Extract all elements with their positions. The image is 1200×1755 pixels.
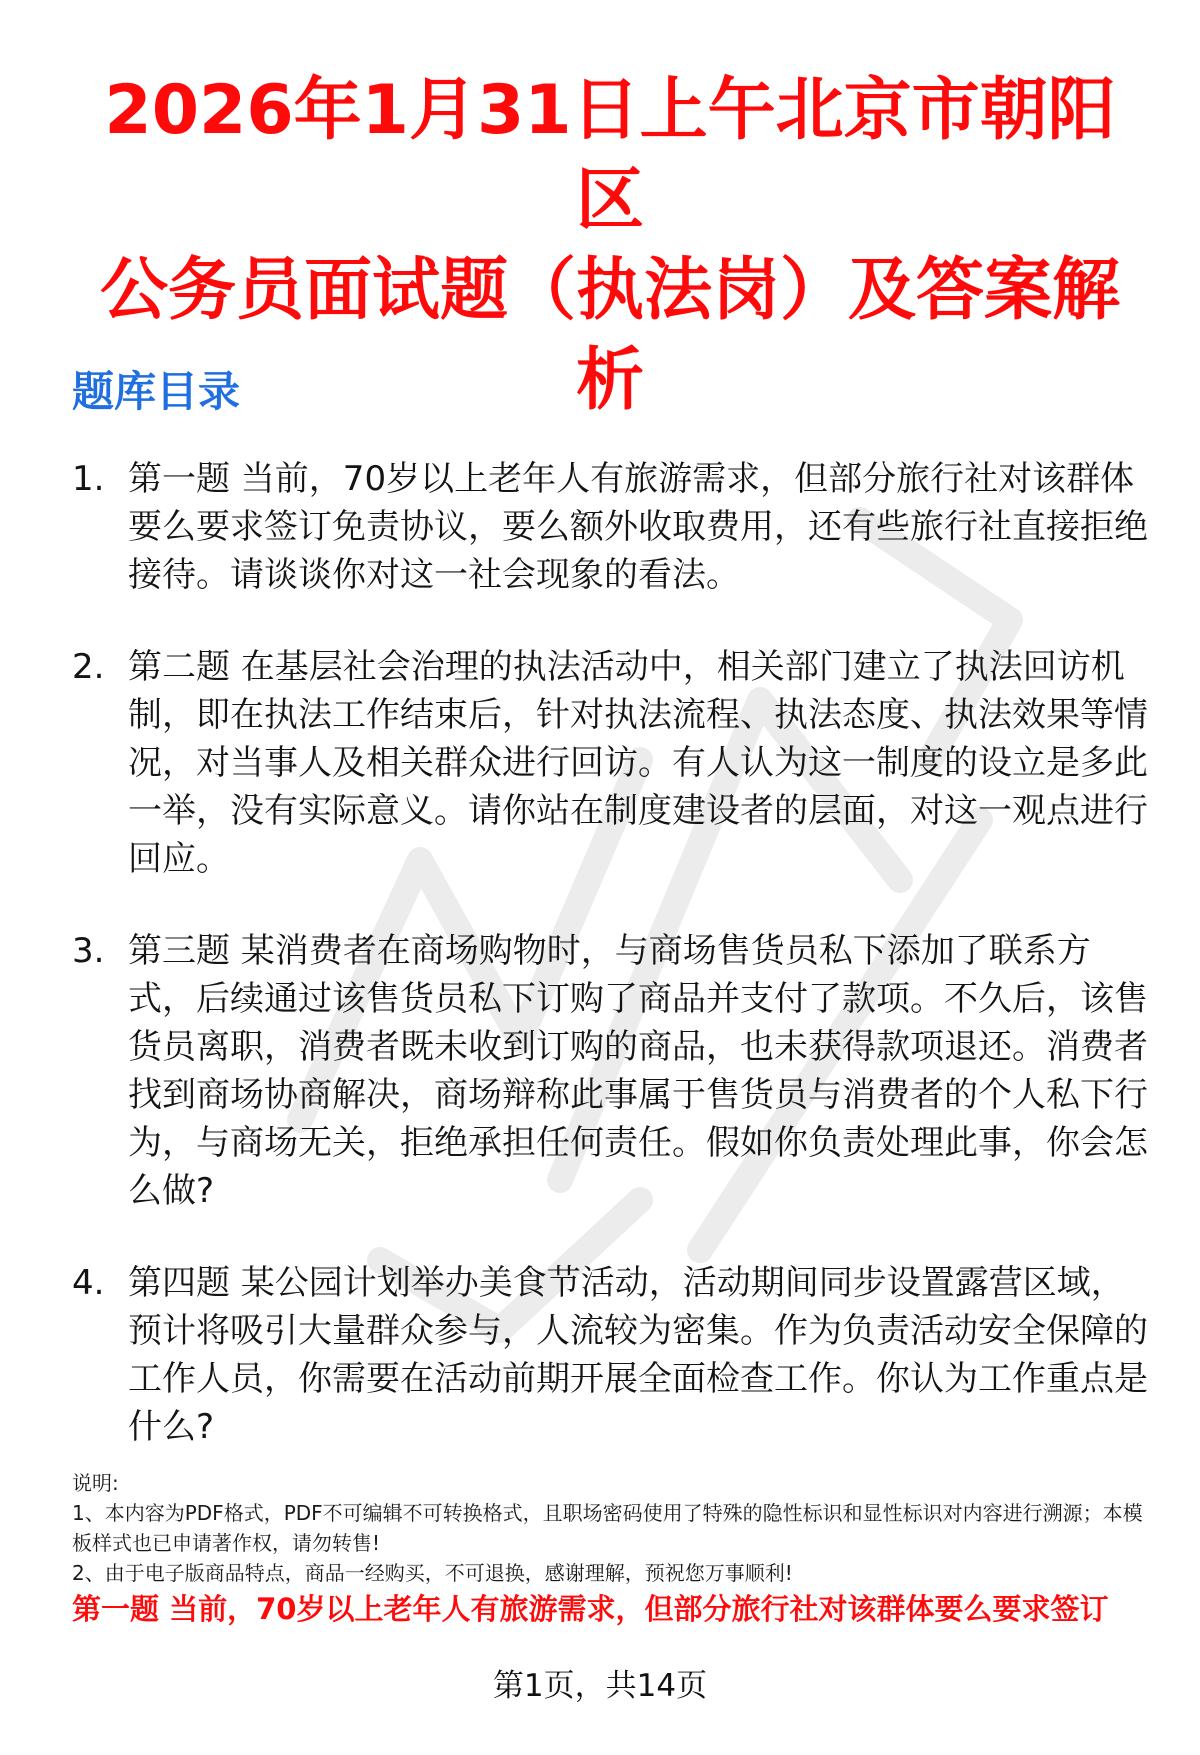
question-number: 4. xyxy=(72,1263,105,1303)
notes-item-1: 1、本内容为PDF格式，PDF不可编辑不可转换格式，且职场密码使用了特殊的隐性标识和显性标识对内容进行溯源；本模板样式也已申请著作权，请勿转售! xyxy=(72,1501,1143,1555)
toc-heading: 题库目录 xyxy=(72,367,241,416)
title-line: 公务员面试题（执法岗）及答案解 xyxy=(99,251,1120,330)
question-item-3 xyxy=(72,927,1152,1215)
question-list xyxy=(72,455,1152,1495)
question-item-1 xyxy=(72,455,1152,599)
question-number: 1. xyxy=(72,459,105,499)
first-question-heading: 第一题 当前，70岁以上老年人有旅游需求，但部分旅行社对该群体要么要求签订 xyxy=(72,1592,1109,1626)
question-item-4 xyxy=(72,1259,1152,1451)
notes-item-2: 2、由于电子版商品特点，商品一经购买，不可退换，感谢理解，预祝您万事顺利! xyxy=(72,1561,793,1585)
title-line: 2026年1月31日上午北京市朝阳区 xyxy=(104,71,1116,240)
question-text: 第二题 在基层社会治理的执法活动中，相关部门建立了执法回访机制，即在执法工作结束后，针对执法流程、执法态度、执法效果等情况，对当事人及相关群众进行回访。有人认为这一制度的设立是多此一举，没有实际意义。请你站在制度建设者的层面，对这一观点进行回应。 xyxy=(128,647,1148,879)
page-number: 第1页，共14页 xyxy=(492,1668,708,1704)
question-number: 3. xyxy=(72,931,105,971)
question-text: 第三题 某消费者在商场购物时，与商场售货员私下添加了联系方式，后续通过该售货员私下订购了商品并支付了款项。不久后，该售货员离职，消费者既未收到订购的商品，也未获得款项退还。消费者找到商场协商解决，商场辩称此事属于售货员与消费者的个人私下行为，与商场无关，拒绝承担任何责任。假如你负责处理此事，你会怎么做? xyxy=(128,931,1148,1211)
question-item-2 xyxy=(72,643,1152,883)
question-text: 第一题 当前，70岁以上老年人有旅游需求，但部分旅行社对该群体要么要求签订免责协议，要么额外收取费用，还有些旅行社直接拒绝接待。请谈谈你对这一社会现象的看法。 xyxy=(128,459,1148,595)
notes-label: 说明: xyxy=(72,1471,119,1495)
question-number: 2. xyxy=(72,647,105,687)
question-text: 第四题 某公园计划举办美食节活动，活动期间同步设置露营区域，预计将吸引大量群众参与，人流较为密集。作为负责活动安全保障的工作人员，你需要在活动前期开展全面检查工作。你认为工作重点是什么? xyxy=(128,1263,1148,1447)
title-line: 析 xyxy=(575,341,644,420)
notes-section xyxy=(72,1468,1162,1588)
